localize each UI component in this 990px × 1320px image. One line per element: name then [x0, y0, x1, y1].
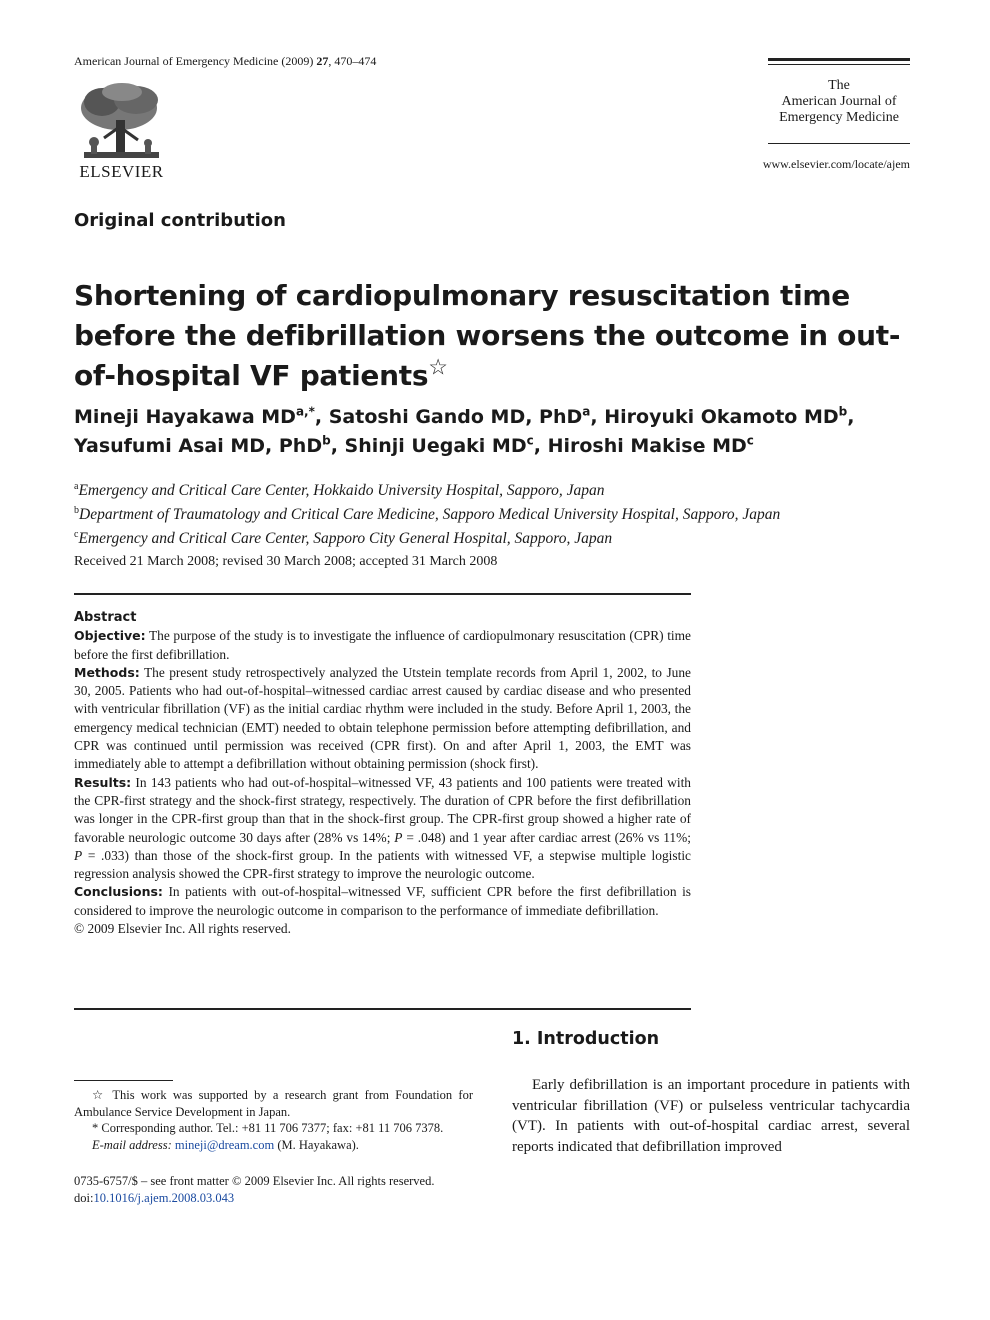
front-matter [74, 1173, 494, 1207]
author-list [74, 403, 924, 461]
journal-url[interactable]: www.elsevier.com/locate/ajem [762, 157, 910, 171]
abstract-rule [74, 1008, 691, 1010]
abstract-heading: Abstract [74, 610, 137, 625]
footnote-star-icon: ☆ [92, 1088, 107, 1102]
citation-pages: , 470–474 [328, 54, 377, 68]
abstract-methods: Methods: The present study retrospectively analyzed the Utstein template records from April 1, 2002, to June 30, 2005. Patients who had out-of-hospital–witnessed cardiac arrest caused by cardiac disease and who presented with ventricular fibrillation (VF) as the initial cardiac rhythm were included in the study. Before April 1, 2003, the emergency medical technician (EMT) needed to obtain telephone permission before attempting defibrillation, and CPR was continued until permission was received (CPR first). On and after April 1, 2003, the EMT was immediately able to attempt a defibrillation without obtaining permission (shock first). [74, 664, 691, 772]
abstract-conclusions: Conclusions: In patients with out-of-hospital–witnessed VF, sufficient CPR before the first defibrillation is considered to improve the neurologic outcome in comparison to the performance of immediate defibrillation. [74, 884, 691, 918]
affiliation: $^c$Emergency and Critical Care Center, Sapporo City General Hospital, Sapporo, Japan [74, 529, 613, 548]
journal-citation [74, 54, 376, 69]
received-dates: Received 21 March 2008; revised 30 March 2008; accepted 31 March 2008 [74, 554, 498, 569]
abstract [74, 609, 691, 938]
funding-footnote: ☆ This work was supported by a research grant from Foundation for Ambulance Service Development in Japan. [74, 1088, 473, 1119]
corresponding-footnote: * Corresponding author. Tel.: +81 11 706 7377; fax: +81 11 706 7378. [92, 1121, 444, 1136]
footnote-rule [74, 1080, 173, 1081]
footnote-asterisk-icon: * [92, 1121, 99, 1136]
doi-line: doi:10.1016/j.ajem.2008.03.043 [74, 1191, 235, 1205]
journal-logo-line: Emergency Medicine [779, 110, 899, 125]
journal-logo-line: American Journal of [781, 94, 897, 109]
citation-prefix: American Journal of Emergency Medicine (2009) [74, 54, 317, 68]
article-title [74, 276, 924, 396]
affiliation: $^b$Department of Traumatology and Critical Care Medicine, Sapporo Medical University Hospital, Sapporo, Japan [74, 505, 781, 524]
issn-line: 0735-6757/$ – see front matter © 2009 Elsevier Inc. All rights reserved. [74, 1174, 435, 1188]
abstract-copyright: © 2009 Elsevier Inc. All rights reserved. [74, 921, 291, 937]
journal-logo-rule [768, 64, 910, 65]
title-footnote-star-icon[interactable]: ☆ [428, 355, 448, 381]
abstract-results: Results: In 143 patients who had out-of-hospital–witnessed VF, 43 patients and 100 patients were treated with the CPR-first strategy and the shock-first strategy, respectively. The duration of CPR before the first defibrillation was longer in the CPR-first group than that in the shock-first group. The CPR-first group showed a higher rate of favorable neurologic outcome 30 days after (28% vs 14%; P = .048) and 1 year after cardiac arrest (26% vs 11%; P = .033) than those of the shock-first group. In the patients with witnessed VF, a stepwise multiple logistic regression analysis showed the CPR-first strategy to improve the neurologic outcome. [74, 774, 691, 882]
author: Mineji Hayakawa $MD^{a,*}$, [74, 404, 329, 428]
author: Shinji Uegaki $MD^c$, [344, 433, 548, 457]
author: Satoshi Gando MD, PhD$^a$, [328, 404, 605, 428]
doi-link[interactable]: 10.1016/j.ajem.2008.03.043 [93, 1191, 235, 1205]
journal-logo-line: The [828, 78, 850, 93]
author: Hiroshi Makise $MD^c$ [547, 433, 754, 457]
article-title-text: Shortening of cardiopulmonary resuscitation time before the defibrillation worsens the outcome in out-of-hospital VF patients [74, 279, 901, 392]
journal-logo-rule [768, 143, 910, 144]
section-heading-introduction: 1. Introduction [512, 1029, 660, 1049]
introduction-paragraph: Early defibrillation is an important procedure in patients with ventricular fibrillation (VF) or pulseless ventricular tachycardia (VT). In patients with out-of-hospital cardiac arrest, several reports indicated that defibrillation improved [512, 1077, 910, 1155]
affiliation-list [74, 477, 934, 549]
elsevier-wordmark: ELSEVIER [79, 162, 164, 181]
affiliation: $^a$Emergency and Critical Care Center, Hokkaido University Hospital, Sapporo, Japan [74, 481, 605, 500]
journal-logo-rule [768, 58, 910, 61]
footnotes [74, 1087, 473, 1154]
email-footnote: E-mail address: mineji@dream.com (M. Hayakawa). [92, 1138, 359, 1153]
abstract-objective: Objective: The purpose of the study is to investigate the influence of cardiopulmonary resuscitation (CPR) time before the first defibrillation. [74, 628, 691, 662]
author: Hiroyuki Okamoto $MD^b$, [604, 404, 855, 428]
article-type: Original contribution [74, 210, 286, 231]
citation-volume: 27 [316, 54, 329, 68]
email-link[interactable]: mineji@dream.com [174, 1138, 275, 1153]
journal-logo [768, 78, 910, 126]
author: Yasufumi Asai MD, PhD$^b$, [74, 433, 345, 457]
abstract-rule [74, 593, 691, 595]
